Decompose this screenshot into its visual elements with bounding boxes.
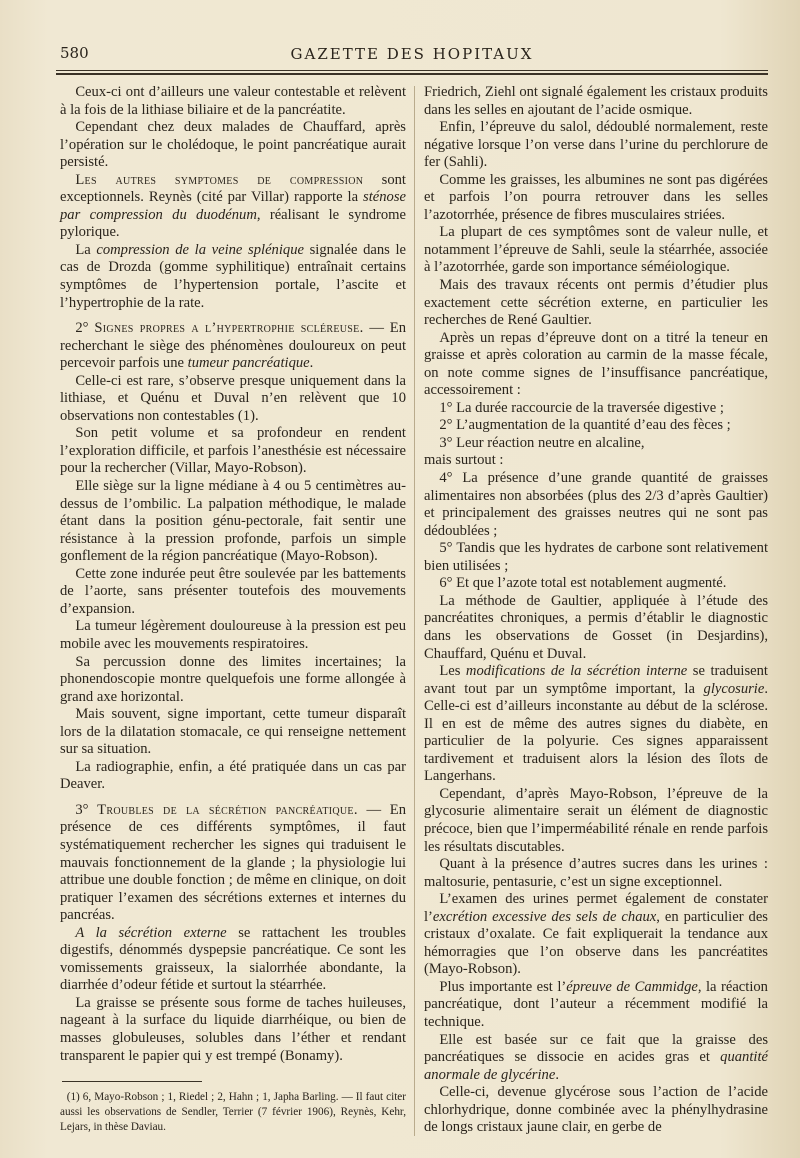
paragraph: Celle-ci est rare, s’observe presque uniquement dans la lithiase, et Quénu et Duval n’en relèvent que 10 observations non contestables (1). xyxy=(60,372,406,424)
paragraph: La tumeur légèrement douloureuse à la pression est peu mobile avec les mouvements respiratoires. xyxy=(60,618,406,652)
paragraph: Enfin, l’épreuve du salol, dédoublé normalement, reste négative lorsque l’on verse dans l’urine du perchlorure de fer (Sahli). xyxy=(424,119,768,171)
list-continuation: mais surtout : xyxy=(424,452,504,469)
paragraph: Cependant, d’après Mayo-Robson, l’épreuve de la glycosurie alimentaire serait un élément de diagnostic précoce, bien que l’imperméabilité rénale en rende parfois les résultats discutables. xyxy=(424,785,768,855)
paragraph: La graisse se présente sous forme de taches huileuses, nageant à la surface du liquide diarrhéique, ou bien de masses globuleuses, solubles dans l’éther et rendant transparent le papier qui y est trempé (Bonamy). xyxy=(60,994,406,1064)
section-2: 2° Signes propres a l’hypertrophie scléreuse. — En recherchant le siège des phénomènes douloureux on peut percevoir parfois une tumeur pancréatique. xyxy=(60,320,406,372)
paragraph: Elle est basée sur ce fait que la graisse des pancréatiques se dissocie en acides gras et quantité anormale de glycérine. xyxy=(424,1031,768,1083)
paragraph: Elle siège sur la ligne médiane à 4 ou 5 centimètres au-dessus de l’ombilic. La palpation méthodique, le malade étant dans la position génu-pectorale, fait sentir une résistance à la pression profonde, parfois un simple gonflement de la région pancréatique (Mayo-Robson). xyxy=(60,478,406,565)
section-heading: Troubles de la sécrétion pancréatique. xyxy=(97,801,358,818)
paragraph: La compression de la veine splénique signalée dans le cas de Drozda (gomme syphilitique) entraînait certains symptômes de l’hypertension portale, l’ascite et l’hypertrophie de la rate. xyxy=(60,241,406,311)
paragraph: Son petit volume et sa profondeur en rendent l’exploration difficile, et parfois l’anesthésie est nécessaire pour la rechercher (Villar, Mayo-Robson). xyxy=(60,425,406,477)
small-caps-heading: Les autres symptomes de compression xyxy=(75,171,364,188)
paragraph: Sa percussion donne des limites incertaines; la phonendoscopie montre quelquefois une forme allongée à grand axe horizontal. xyxy=(60,653,406,705)
paragraph: Cette zone indurée peut être soulevée par les battements de l’aorte, sans présenter toutefois des mouvements d’expansion. xyxy=(60,565,406,617)
list-item: 6° Et que l’azote total est notablement augmenté. xyxy=(439,575,727,592)
paragraph: Plus importante est l’épreuve de Cammidge, la réaction pancréatique, dont l’auteur a récemment modifié la technique. xyxy=(424,978,768,1030)
footnote-rule xyxy=(62,1081,202,1082)
section-3: 3° Troubles de la sécrétion pancréatique. — En présence de ces différents symptômes, il faut systématiquement rechercher les signes qui traduisent le mauvais fonctionnement de la glande ; la physiologie lui attribue une double fonction ; de même en clinique, on doit pratiquer l’examen des sécrétions externes et internes du pancréas. xyxy=(60,801,406,924)
header-rule-thin xyxy=(56,70,768,71)
page-number: 580 xyxy=(60,44,89,62)
paragraph: La méthode de Gaultier, appliquée à l’étude des pancréatites chroniques, a permis d’établir le diagnostic dans les observations de Gosset (in Desjardins), Chauffard, Quénu et Duval. xyxy=(424,592,768,662)
paragraph: La plupart de ces symptômes sont de valeur nulle, et notamment l’épreuve de Sahli, seule la stéarrhée, associée à l’azotorrhée, garde son importance séméiologique. xyxy=(424,224,768,276)
left-column xyxy=(60,84,406,1135)
paragraph: Cependant chez deux malades de Chauffard, après l’opération sur le cholédoque, le point pancréatique aurait persisté. xyxy=(60,119,406,171)
section-number: 3° xyxy=(75,801,89,818)
list-item: 1° La durée raccourcie de la traversée digestive ; xyxy=(439,399,724,416)
paragraph: Quant à la présence d’autres sucres dans les urines : maltosurie, pentasurie, c’est un signe exceptionnel. xyxy=(424,856,768,890)
paragraph: Ceux-ci ont d’ailleurs une valeur contestable et relèvent à la fois de la lithiase biliaire et de la pancréatite. xyxy=(60,84,406,118)
column-divider xyxy=(414,86,415,1136)
paragraph: Après un repas d’épreuve dont on a titré la teneur en graisse et après coloration au carmin de la masse fécale, on note comme signes de l’insuffisance pancréatique, accessoirement : xyxy=(424,329,768,399)
page-header xyxy=(56,44,768,68)
paragraph: Celle-ci, devenue glycérose sous l’action de l’acide chlorhydrique, donne combinée avec la phénylhydrasine de longs cristaux jaune clair, en gerbe de xyxy=(424,1084,768,1136)
right-column xyxy=(424,84,768,1137)
list-item: 5° Tandis que les hydrates de carbone sont relativement bien utilisées ; xyxy=(424,540,768,574)
paragraph: Mais des travaux récents ont permis d’étudier plus exactement cette sécrétion externe, en particulier les recherches de René Gaultier. xyxy=(424,277,768,329)
section-number: 2° xyxy=(75,320,89,337)
paragraph: La radiographie, enfin, a été pratiquée dans un cas par Deaver. xyxy=(60,758,406,793)
paragraph: Mais souvent, signe important, cette tumeur disparaît lors de la dilatation stomacale, ce qui renseigne nettement sur sa situation. xyxy=(60,706,406,758)
list-item: 3° Leur réaction neutre en alcaline, xyxy=(439,434,645,451)
list-item: 4° La présence d’une grande quantité de graisses alimentaires non absorbées (plus des 2/3 d’après Gaultier) et principalement des graisses neutres qui ne sont pas dédoublées ; xyxy=(424,470,768,539)
running-title: GAZETTE DES HOPITAUX xyxy=(290,45,534,63)
footnote: (1) 6, Mayo-Robson ; 1, Riedel ; 2, Hahn ; 1, Japha Barling. — Il faut citer aussi les observations de Sendler, Terrier (7 février 1906), Reynès, Kehr, Lejars, in thèse Daviau. xyxy=(60,1091,406,1134)
list-item: 2° L’augmentation de la quantité d’eau des fèces ; xyxy=(439,417,731,434)
section-heading: Signes propres a l’hypertrophie scléreuse. xyxy=(94,320,364,337)
paragraph: Les autres symptomes de compression sont exceptionnels. Reynès (cité par Villar) rapporte la sténose par compression du duodénum, réalisant le syndrome pylorique. xyxy=(60,171,406,241)
paragraph: A la sécrétion externe se rattachent les troubles digestifs, dénommés dyspepsie pancréatique. Ce sont les vomissements graisseux, la sialorrhée abondante, la diarrhée d’odeur fétide et surtout la stéarrhée. xyxy=(60,924,406,994)
header-rule-thick xyxy=(56,73,768,75)
paragraph: L’examen des urines permet également de constater l’excrétion excessive des sels de chaux, en particulier des cristaux d’oxalate. Ce fait expliquerait la tendance aux hémorragies que l’on observe dans les pancréatites (Mayo-Robson). xyxy=(424,891,768,978)
paragraph: Comme les graisses, les albumines ne sont pas digérées et parfois l’on pourra retrouver dans les selles l’azotorrhée, présence de fibres musculaires striées. xyxy=(424,171,768,223)
paragraph: Les modifications de la sécrétion interne se traduisent avant tout par un symptôme important, la glycosurie. Celle-ci est d’ailleurs inconstante au début de la sclérose. Il en est de même des autres signes du diabète, en particulier de la polyurie. Ces signes apparaissent tardivement et traduisent alors la lésion des îlots de Langerhans. xyxy=(424,663,768,785)
paragraph: Friedrich, Ziehl ont signalé également les cristaux produits dans les selles en ajoutant de l’acide osmique. xyxy=(424,84,768,118)
